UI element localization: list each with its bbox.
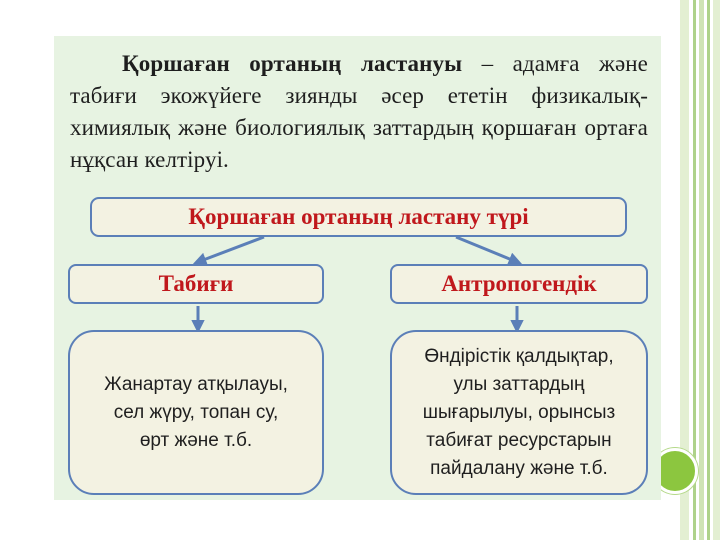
anthropogenic-detail-line: табиғат ресурстарын (426, 429, 612, 451)
natural-detail-line: сел жүру, топан су, (113, 401, 279, 423)
arrow-title-to-natural (198, 237, 264, 262)
natural-details-text (96, 371, 296, 455)
anthropogenic-detail-line: улы заттардың (453, 373, 585, 395)
anthropogenic-details-box (390, 330, 648, 495)
natural-detail-line: Жанартау атқылауы, (104, 373, 288, 395)
natural-detail-line: өрт және т.б. (139, 429, 253, 451)
natural-details-box (68, 330, 324, 495)
pollution-types-title: Қоршаған ортаның ластану түрі (188, 204, 529, 229)
natural-category-label: Табиғи (158, 271, 234, 296)
arrow-title-to-anthropogenic (456, 237, 517, 262)
anthropogenic-detail-line: шығарылуы, орынсыз (422, 401, 616, 423)
natural-category-box (68, 264, 324, 304)
definition-body: – адамға және табиғи экожүйеге зиянды әсер ететін физикалық-химиялық және биологиялық заттардың қоршаған ортаға нұқсан келтіруі. (70, 51, 648, 172)
content-panel (54, 36, 661, 500)
pollution-types-title-box (90, 197, 627, 237)
definition-paragraph (70, 48, 648, 176)
definition-term: Қоршаған ортаның ластануы (122, 51, 463, 76)
anthropogenic-category-label: Антропогендік (441, 271, 597, 296)
anthropogenic-category-box (390, 264, 648, 304)
anthropogenic-details-text (415, 343, 624, 483)
anthropogenic-detail-line: пайдалану және т.б. (430, 457, 608, 479)
anthropogenic-detail-line: Өндірістік қалдықтар, (424, 345, 614, 367)
